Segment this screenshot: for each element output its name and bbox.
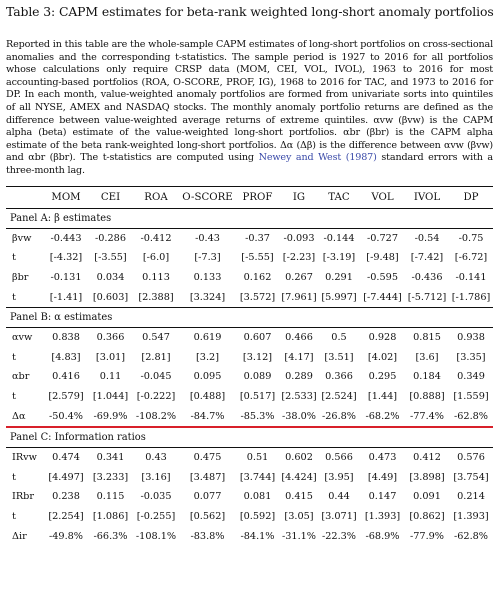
column-header: TAC [328, 191, 350, 203]
table-cell: [3.324] [189, 291, 226, 303]
table-cell: 0.466 [285, 332, 313, 344]
table-cell: [3.95] [324, 471, 354, 483]
table-cell: 0.133 [193, 272, 222, 284]
table-cell: [1.559] [453, 390, 489, 402]
table-header-row [6, 187, 493, 209]
table-cell: [0.603] [92, 291, 129, 303]
row-label: t [12, 291, 16, 303]
table-cell: [0.592] [239, 510, 276, 522]
table-row [6, 467, 493, 487]
table-cell: [0.862] [409, 510, 445, 522]
table-cell: [2.388] [138, 291, 174, 303]
table-cell: [-1.786] [451, 291, 491, 303]
panel-title-row [6, 307, 493, 327]
table-cell: -62.8% [449, 406, 493, 427]
table-cell: 0.416 [52, 371, 80, 383]
table-cell: [-7.444] [363, 291, 402, 303]
table-cell: [2.524] [321, 390, 357, 402]
table-cell: 0.081 [243, 491, 272, 503]
row-label: Δir [12, 530, 27, 542]
table-cell: 0.566 [325, 452, 353, 464]
column-header: IG [292, 191, 306, 203]
table-cell: -0.286 [94, 232, 126, 244]
table-cell: [-7.42] [410, 252, 444, 264]
table-row [6, 348, 493, 368]
table-cell: -68.9% [365, 530, 400, 542]
table-cell: 0.095 [193, 371, 222, 383]
row-label: Δα [6, 406, 43, 427]
table-cell: 0.091 [413, 491, 441, 503]
table-cell: -0.045 [140, 371, 172, 383]
table-cell: 0.547 [142, 332, 170, 344]
table-cell: [1.393] [364, 510, 401, 522]
table-cell: 0.341 [96, 452, 125, 464]
table-cell: 0.238 [52, 491, 80, 503]
table-cell: -108.1% [135, 530, 177, 542]
table-cell: -0.412 [140, 232, 172, 244]
table-cell: [0.562] [189, 510, 226, 522]
panel-title: Panel B: α estimates [6, 307, 493, 327]
table-cell: -62.8% [453, 530, 489, 542]
table-cell: 0.473 [368, 452, 397, 464]
table-cell: [0.888] [409, 390, 445, 402]
row-label: t [12, 471, 16, 483]
table-cell: [-5.55] [241, 252, 274, 264]
table-row [6, 248, 493, 268]
table-cell: -77.9% [409, 530, 445, 542]
row-label: t [12, 390, 16, 402]
capm-table [6, 187, 493, 546]
table-cell: [3.01] [95, 351, 126, 363]
column-header: O-SCORE [182, 191, 233, 203]
table-cell: 0.077 [193, 491, 222, 503]
table-cell: [3.2] [196, 351, 219, 363]
table-cell: [0.517] [239, 390, 276, 402]
table-cell: [2.579] [48, 390, 84, 402]
table-cell: [-0.255] [136, 510, 176, 522]
table-cell: [-3.55] [94, 252, 127, 264]
table-cell: 0.475 [193, 452, 222, 464]
table-cell: [3.071] [321, 510, 357, 522]
table-row [6, 487, 493, 507]
table-cell: 0.619 [193, 332, 222, 344]
table-cell: -26.8% [318, 406, 360, 427]
table-cell: 0.295 [368, 371, 397, 383]
description-text: Reported in this table are the whole-sample CAPM estimates of long-short portfolios on cross-sectional anomalies and the corresponding t-statistics. The sample period is 1927 to 2016 for all portfolios whose calculations only require CRSP data (MOM, CEI, VOL, IVOL), 1963 to 2016 for most accounting-based portfolios (ROA, O-SCORE, PROF, IG), 1968 to 2016 for TAC, and 1973 to 2016 for DP. In each month, value-weighted anomaly portfolios are formed from univariate sorts into quintiles of all NYSE, AMEX and NASDAQ stocks. The monthly anomaly portfolio returns are defined as the difference between value-weighted average returns of extreme quintiles. αvw (βvw) is the CAPM alpha (beta) estimate of the value-weighted long-short portfolios. αbr (βbr) is the CAPM alpha estimate of the beta rank-weighted long-short portfolios. Δα (Δβ) is the difference between αvw (βvw) and αbr (βbr). The t-statistics are computed using [6, 39, 493, 164]
row-label: IRbr [12, 491, 34, 503]
table-cell: -69.9% [89, 406, 132, 427]
table-cell: -0.035 [140, 491, 172, 503]
table-cell: 0.474 [52, 452, 80, 464]
table-cell: -38.0% [280, 406, 318, 427]
column-header: PROF [242, 191, 273, 203]
table-row [6, 387, 493, 407]
table-cell: [1.044] [92, 390, 129, 402]
table-cell: 0.51 [246, 452, 269, 464]
table-cell: 0.147 [368, 491, 397, 503]
table-cell: -0.43 [195, 232, 220, 244]
table-cell: 0.034 [96, 272, 125, 284]
table-cell: 0.291 [325, 272, 353, 284]
column-header: VOL [371, 191, 394, 203]
table-cell: [3.233] [92, 471, 129, 483]
row-label: αbr [12, 371, 30, 383]
table-cell: [4.17] [284, 351, 314, 363]
table-cell: [-0.222] [136, 390, 176, 402]
table-cell: -50.4% [43, 406, 89, 427]
table-cell: [4.497] [48, 471, 84, 483]
table-cell: -66.3% [93, 530, 128, 542]
table-caption: Table 3: CAPM estimates for beta-rank weighted long-short anomaly portfolios [6, 4, 494, 19]
table-cell: -108.2% [132, 406, 180, 427]
row-label: βvw [12, 232, 32, 244]
table-cell: 0.214 [457, 491, 485, 503]
column-header: IVOL [413, 191, 441, 203]
table-cell: -0.093 [283, 232, 315, 244]
table-cell: -0.37 [245, 232, 270, 244]
table-cell: [3.16] [141, 471, 171, 483]
table-cell: -68.2% [360, 406, 405, 427]
table-cell: 0.44 [328, 491, 350, 503]
table-cell: [2.533] [281, 390, 317, 402]
column-header: ROA [144, 191, 168, 203]
table-cell: -0.131 [50, 272, 82, 284]
table-row [6, 268, 493, 288]
table-cell: [-6.0] [142, 252, 170, 264]
table-cell: 0.089 [243, 371, 272, 383]
table-row [6, 228, 493, 248]
panel-title: Panel C: Information ratios [6, 427, 493, 448]
table-row [6, 367, 493, 387]
table-cell: [2.81] [141, 351, 171, 363]
table-cell: 0.349 [457, 371, 485, 383]
table-cell: 0.43 [145, 452, 167, 464]
table-cell: [3.6] [415, 351, 439, 363]
row-label: t [12, 252, 16, 264]
table-row [6, 447, 493, 467]
table-cell: [2.254] [48, 510, 84, 522]
table-cell: -83.8% [190, 530, 225, 542]
table-cell: [4.424] [281, 471, 317, 483]
table-cell: -0.75 [458, 232, 484, 244]
table-cell: [3.744] [239, 471, 276, 483]
table-cell: -49.8% [48, 530, 84, 542]
column-header: CEI [100, 191, 121, 203]
table-cell: [-6.72] [454, 252, 488, 264]
table-cell: [4.49] [367, 471, 398, 483]
row-label: t [12, 510, 16, 522]
row-label: t [12, 351, 16, 363]
column-header: MOM [51, 191, 81, 203]
table-cell: [1.086] [92, 510, 129, 522]
table-cell: -85.3% [235, 406, 280, 427]
table-cell: 0.576 [457, 452, 485, 464]
table-cell: 0.366 [96, 332, 125, 344]
table-row [6, 507, 493, 527]
table-cell: -0.436 [411, 272, 443, 284]
table-cell: 0.184 [413, 371, 441, 383]
table-cell: -31.1% [281, 530, 317, 542]
table-cell: [3.754] [453, 471, 489, 483]
table-cell: [-5.712] [407, 291, 447, 303]
table-row [6, 406, 493, 427]
table-cell: -0.595 [366, 272, 398, 284]
table-cell: 0.928 [368, 332, 397, 344]
table-cell: [3.05] [284, 510, 314, 522]
table-cell: [-7.3] [194, 252, 221, 264]
table-cell: 0.366 [325, 371, 353, 383]
table-cell: 0.11 [99, 371, 122, 383]
table-cell: 0.602 [285, 452, 313, 464]
table-cell: [3.898] [409, 471, 445, 483]
table-cell: 0.267 [285, 272, 313, 284]
table-cell: -77.4% [405, 406, 449, 427]
table-cell: [4.02] [367, 351, 398, 363]
panel-title-row [6, 427, 493, 448]
table-cell: 0.289 [285, 371, 313, 383]
table-row [6, 327, 493, 347]
table-cell: 0.938 [457, 332, 485, 344]
table-cell: [3.51] [324, 351, 354, 363]
panel-title-row [6, 208, 493, 228]
table-cell: [5.997] [321, 291, 357, 303]
table-cell: -0.443 [50, 232, 82, 244]
table-cell: -22.3% [321, 530, 357, 542]
row-label: βbr [12, 272, 29, 284]
description-tail: standard errors with a three-month lag. [6, 152, 493, 176]
row-label: IRvw [12, 452, 37, 464]
table-cell: [3.487] [189, 471, 226, 483]
table-cell: 0.815 [413, 332, 441, 344]
table-cell: [3.35] [456, 351, 486, 363]
table-cell: [-9.48] [366, 252, 399, 264]
table-cell: [0.488] [189, 390, 226, 402]
table-cell: 0.113 [142, 272, 170, 284]
row-label: αvw [12, 332, 33, 344]
table-cell: 0.115 [96, 491, 125, 503]
table-cell: 0.415 [285, 491, 313, 503]
table-cell: [1.393] [453, 510, 489, 522]
citation-link[interactable]: Newey and West (1987) [258, 152, 377, 164]
table-cell: [-3.19] [322, 252, 356, 264]
table-row [6, 526, 493, 546]
table-cell: -0.144 [323, 232, 355, 244]
table-cell: -0.727 [366, 232, 398, 244]
column-header: DP [463, 191, 479, 203]
table-cell: 0.607 [243, 332, 272, 344]
table-cell: [3.572] [239, 291, 276, 303]
table-cell: 0.162 [243, 272, 272, 284]
table-cell: 0.5 [331, 332, 347, 344]
table-cell: [-2.23] [282, 252, 316, 264]
table-cell: -84.7% [180, 406, 235, 427]
table-cell: [1.44] [367, 390, 398, 402]
table-cell: 0.412 [413, 452, 441, 464]
table-cell: [4.83] [51, 351, 81, 363]
table-cell: -84.1% [240, 530, 275, 542]
table-cell: 0.838 [52, 332, 80, 344]
column-header [6, 187, 43, 209]
table-cell: [7.961] [281, 291, 317, 303]
table-cell: -0.141 [455, 272, 487, 284]
table-row [6, 287, 493, 307]
panel-title: Panel A: β estimates [6, 208, 493, 228]
table-cell: -0.54 [414, 232, 440, 244]
table-description [6, 39, 493, 178]
table-cell: [-4.32] [49, 252, 83, 264]
table-cell: [3.12] [242, 351, 273, 363]
table-cell: [-1.41] [49, 291, 83, 303]
